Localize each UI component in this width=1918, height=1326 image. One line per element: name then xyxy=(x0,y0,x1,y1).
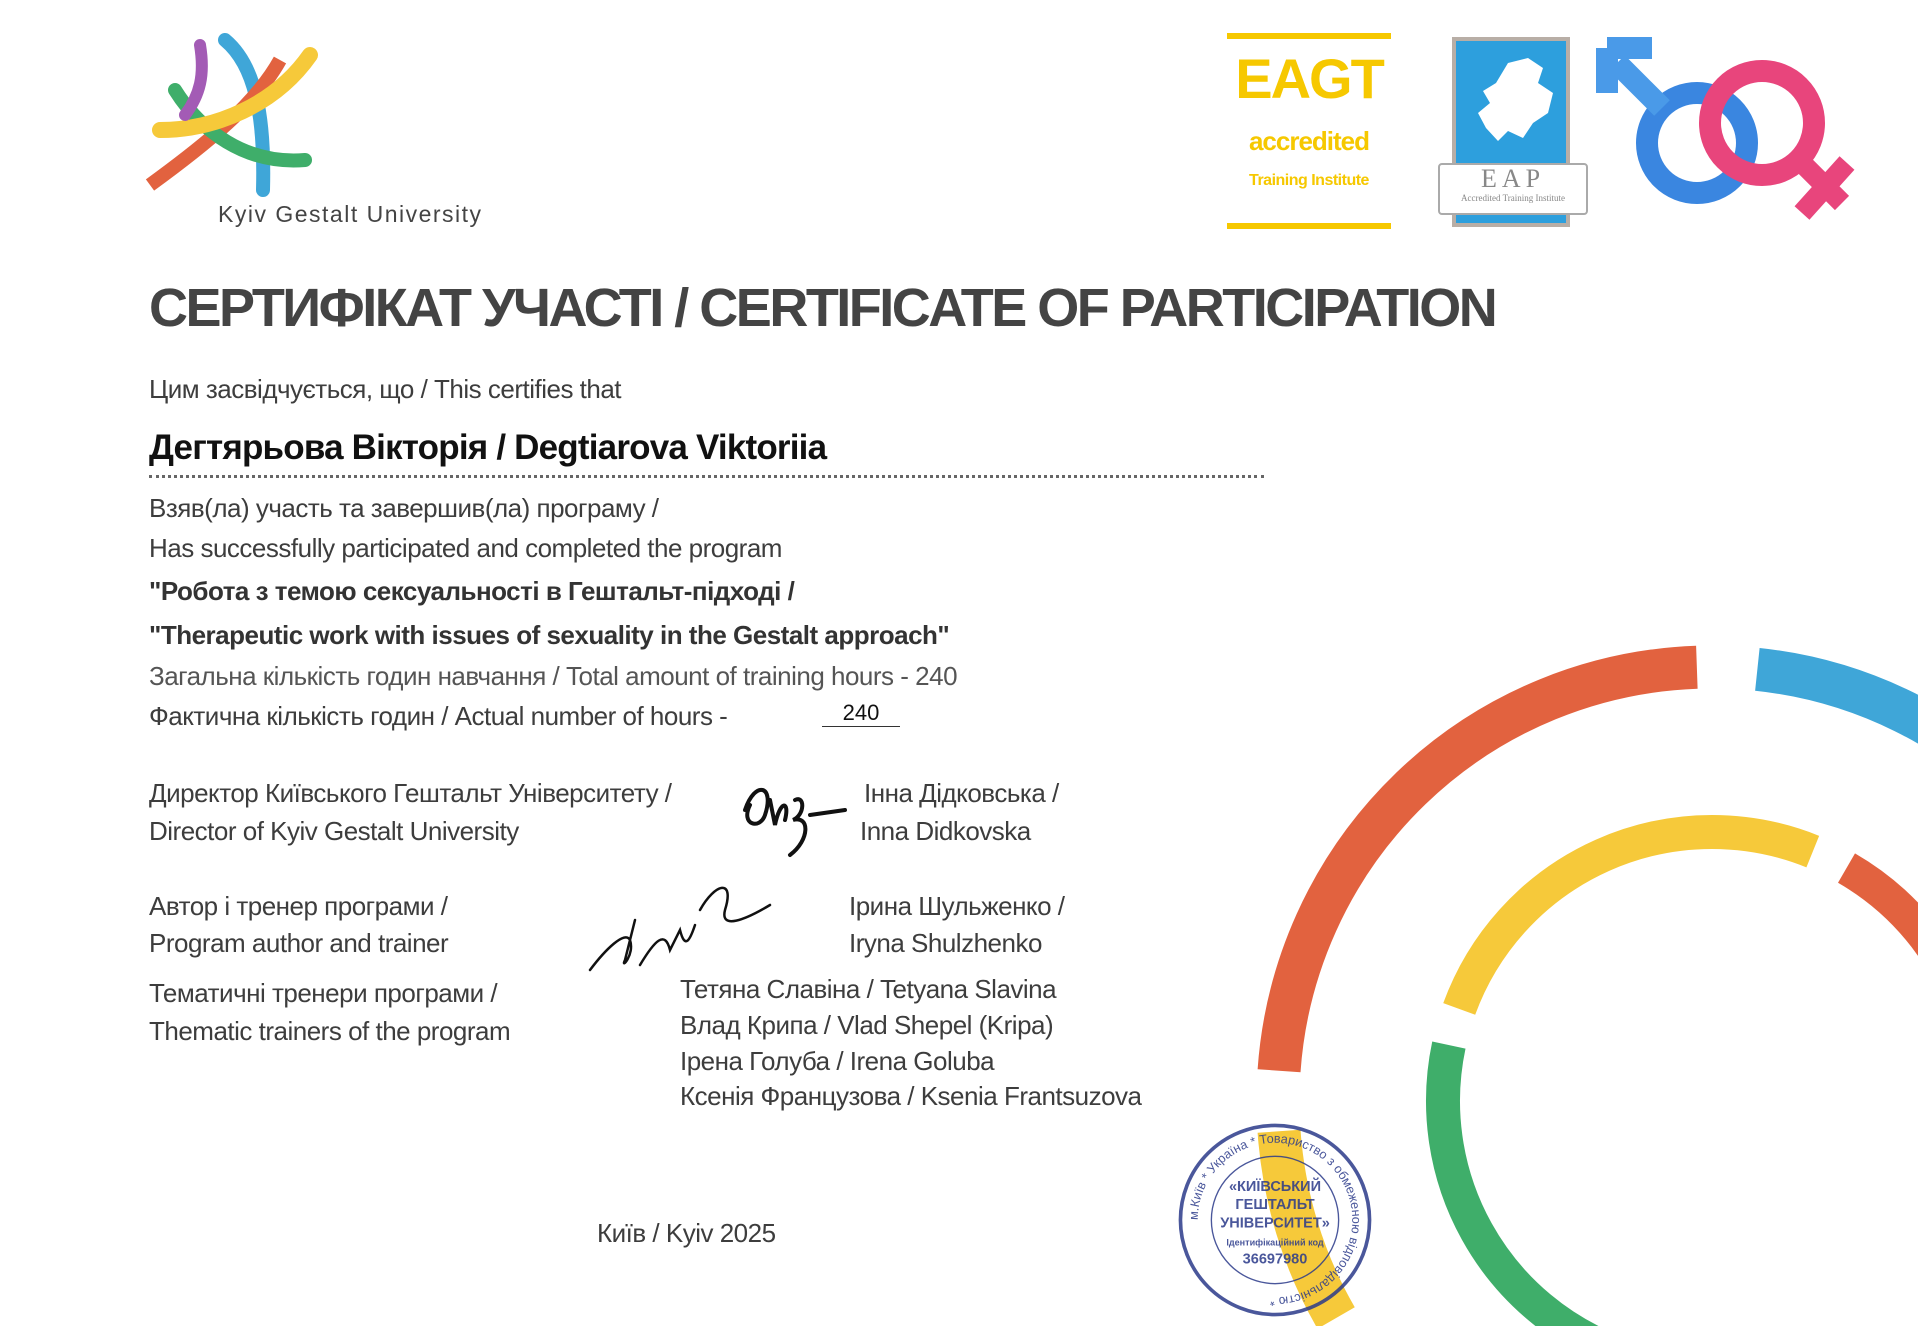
stamp-text: «КИЇВСЬКИЙ xyxy=(1228,1178,1322,1195)
thematic-trainer: Тетяна Славіна / Tetyana Slavina xyxy=(680,974,1057,1004)
author-role-en: Program author and trainer xyxy=(149,928,449,958)
decorative-arc xyxy=(1443,1045,1620,1326)
director-name-ua: Інна Дідковська / xyxy=(864,778,1059,808)
total-hours: Загальна кількість годин навчання / Total amount of training hours - 240 xyxy=(149,661,958,691)
kyiv-gestalt-university-logo xyxy=(145,35,325,200)
director-name-en: Inna Didkovska xyxy=(860,816,1031,846)
eap-logo-subtitle: Accredited Training Institute xyxy=(1461,193,1565,203)
thematic-trainer: Влад Крипа / Vlad Shepel (Kripa) xyxy=(680,1010,1054,1040)
eagt-logo-accredited: accredited xyxy=(1248,126,1370,156)
author-signature xyxy=(585,875,775,975)
recipient-name: Дегтярьова Вікторія / Degtiarova Viktoriia xyxy=(149,428,827,467)
author-name-ua: Ірина Шульженко / xyxy=(849,891,1065,921)
stamp-text: 36697980 xyxy=(1242,1251,1308,1268)
program-title-ua: "Робота з темою сексуальності в Гештальт-підході / xyxy=(149,576,795,606)
eagt-logo-institute: Training Institute xyxy=(1249,172,1369,189)
director-role-ua: Директор Київського Гештальт Університету / xyxy=(149,778,672,808)
author-role-ua: Автор і тренер програми / xyxy=(149,891,448,921)
thematic-trainer: Ірена Голуба / Irena Goluba xyxy=(680,1046,995,1076)
completed-en: Has successfully participated and completed the program xyxy=(149,533,782,563)
completed-ua: Взяв(ла) участь та завершив(ла) програму / xyxy=(149,493,659,523)
stamp-text: УНІВЕРСИТЕТ» xyxy=(1220,1215,1330,1232)
director-role-en: Director of Kyiv Gestalt University xyxy=(149,816,519,846)
director-signature xyxy=(735,770,855,860)
name-dotted-line xyxy=(149,475,1264,478)
decorative-arc xyxy=(1847,868,1918,1054)
eap-logo xyxy=(1452,37,1570,227)
actual-hours-value: 240 xyxy=(822,700,900,727)
actual-hours-label: Фактична кількість годин / Actual number of hours - xyxy=(149,701,728,731)
thematic-trainer: Ксенія Французова / Ksenia Frantsuzova xyxy=(680,1081,1142,1111)
eagt-logo xyxy=(1227,33,1391,229)
author-name-en: Iryna Shulzhenko xyxy=(849,928,1042,958)
stamp-text: Ідентифікаційний код xyxy=(1226,1237,1324,1248)
decorative-arc xyxy=(1279,667,1697,1070)
program-title-en: "Therapeutic work with issues of sexuality in the Gestalt approach" xyxy=(149,620,950,650)
eagt-logo-title: EAGT xyxy=(1235,47,1383,110)
europe-map-icon xyxy=(1468,53,1558,148)
eap-logo-title: EAP xyxy=(1480,164,1546,193)
thematic-role-ua: Тематичні тренери програми / xyxy=(149,978,498,1008)
gender-symbols-icon xyxy=(1602,38,1862,228)
place-and-date: Київ / Kyiv 2025 xyxy=(597,1218,776,1248)
certifies-text: Цим засвідчується, що / This certifies that xyxy=(149,374,622,404)
decorative-arc xyxy=(1459,832,1813,1009)
university-logo-text: Kyiv Gestalt University xyxy=(218,201,483,227)
university-stamp xyxy=(1175,1120,1375,1320)
svg-text:м.Київ * Україна * Товариство: м.Київ * Україна * Товариство з обмеженою відповідальністю * xyxy=(1185,1130,1365,1310)
eap-ribbon xyxy=(1438,163,1588,215)
stamp-text: ГЕШТАЛЬТ xyxy=(1235,1197,1315,1214)
thematic-role-en: Thematic trainers of the program xyxy=(149,1016,511,1046)
certificate-title: СЕРТИФІКАТ УЧАСТІ / CERTIFICATE OF PARTICIPATION xyxy=(149,278,1496,338)
